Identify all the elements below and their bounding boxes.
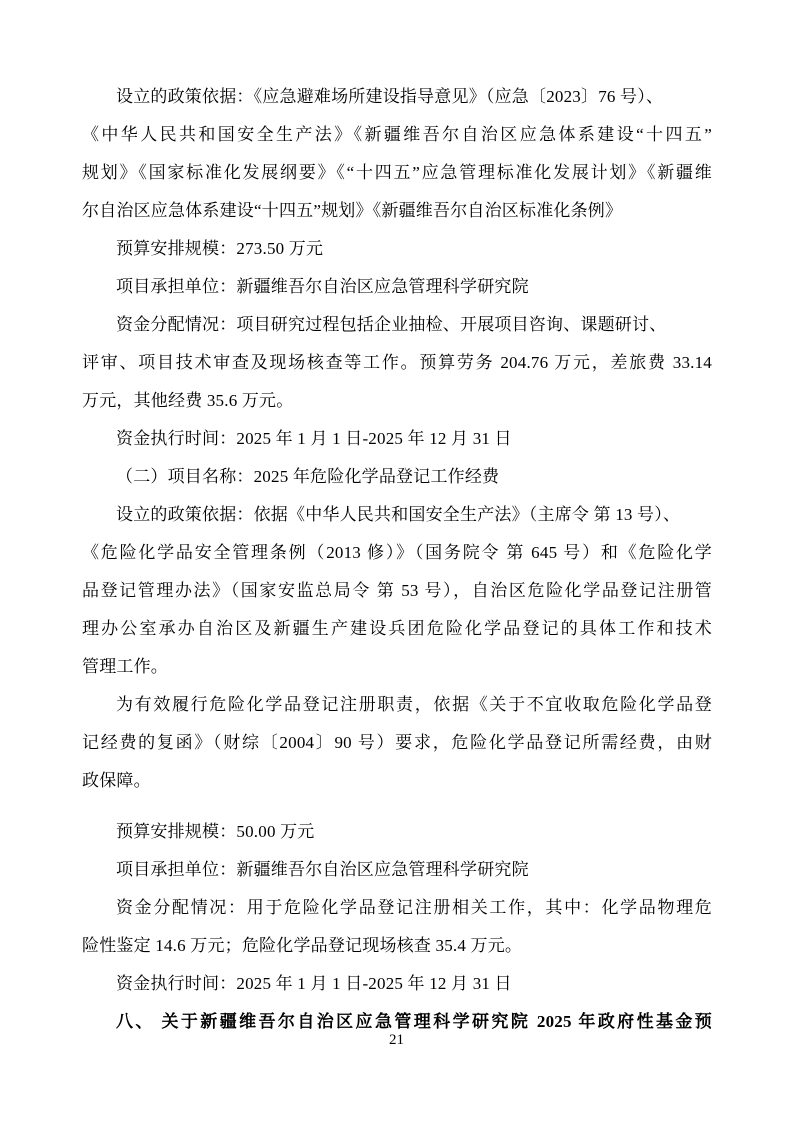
document-line: 尔自治区应急体系建设“十四五”规划》《新疆维吾尔自治区标准化条例》 [82,201,623,220]
document-line: （二）项目名称：2025 年危险化学品登记工作经费 [116,467,500,486]
document-line: 资金分配情况：用于危险化学品登记注册相关工作，其中：化学品物理危 [116,898,712,917]
section-heading-line: 八、 关于新疆维吾尔自治区应急管理科学研究院 2025 年政府性基金预 [116,1012,712,1031]
document-line: 资金分配情况：项目研究过程包括企业抽检、开展项目咨询、课题研讨、 [116,315,667,334]
document-line: 管理工作。 [82,657,168,676]
document-line: 理办公室承办自治区及新疆生产建设兵团危险化学品登记的具体工作和技术 [82,619,712,638]
document-line: 资金执行时间：2025 年 1 月 1 日-2025 年 12 月 31 日 [116,429,512,448]
document-line: 《危险化学品安全管理条例（2013 修）》（国务院令 第 645 号）和《危险化学 [82,543,712,562]
document-line: 项目承担单位：新疆维吾尔自治区应急管理科学研究院 [116,860,529,879]
document-line: 《中华人民共和国安全生产法》《新疆维吾尔自治区应急体系建设“十四五” [82,125,712,144]
document-line: 规划》《国家标准化发展纲要》《“十四五”应急管理标准化发展计划》《新疆维 [82,163,712,182]
document-line: 预算安排规模：273.50 万元 [116,239,324,258]
document-line: 品登记管理办法》（国家安监总局令 第 53 号），自治区危险化学品登记注册管 [82,581,712,600]
document-line: 设立的政策依据：《应急避难场所建设指导意见》（应急〔2023〕76 号）、 [116,87,664,106]
document-line: 项目承担单位：新疆维吾尔自治区应急管理科学研究院 [116,277,529,296]
document-line: 设立的政策依据：依据《中华人民共和国安全生产法》（主席令 第 13 号）、 [116,505,681,524]
document-line: 预算安排规模：50.00 万元 [116,822,315,841]
page-number: 21 [389,1032,404,1048]
document-line: 万元，其他经费 35.6 万元。 [82,391,294,410]
document-line: 险性鉴定 14.6 万元；危险化学品登记现场核查 35.4 万元。 [82,936,523,955]
document-line: 政保障。 [82,771,151,790]
document-line: 记经费的复函》（财综〔2004〕90 号）要求，危险化学品登记所需经费，由财 [82,733,712,752]
document-line: 评审、项目技术审查及现场核查等工作。预算劳务 204.76 万元，差旅费 33.14 [82,353,712,372]
document-line: 资金执行时间：2025 年 1 月 1 日-2025 年 12 月 31 日 [116,974,512,993]
document-line: 为有效履行危险化学品登记注册职责，依据《关于不宜收取危险化学品登 [116,695,712,714]
document-body [82,78,712,1041]
